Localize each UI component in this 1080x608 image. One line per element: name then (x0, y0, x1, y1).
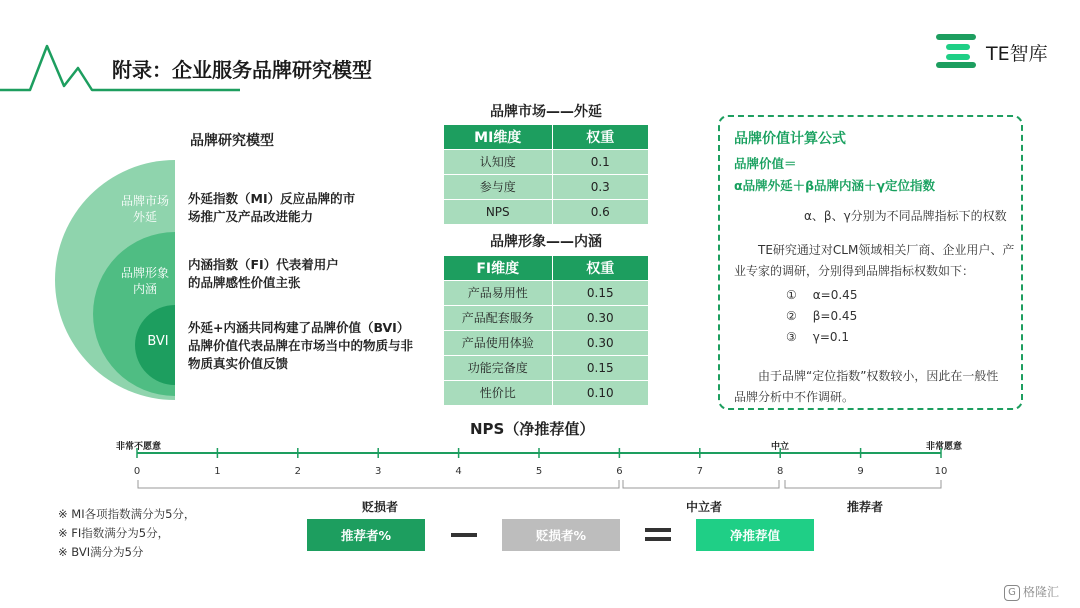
nps-scale (0, 430, 1080, 500)
group-label-promoters: 推荐者 (847, 500, 884, 514)
table-cell: 参与度 (444, 174, 552, 199)
bracket-promoters (785, 480, 941, 488)
table-cell: 产品使用体验 (444, 330, 552, 355)
table-row (444, 174, 648, 199)
formula-title: 品牌价值计算公式 (734, 131, 846, 147)
weight-item-beta: ② β=0.45 (786, 309, 858, 323)
nps-title: NPS（净推荐值） (470, 420, 595, 438)
scale-label-neutral: 中立 (771, 442, 790, 452)
scale-label-unwilling: 非常不愿意 (116, 442, 162, 452)
scale-tick-label: 4 (455, 466, 462, 477)
table-row (444, 199, 648, 224)
table-cell: 0.1 (552, 149, 648, 174)
table-cell: 0.3 (552, 174, 648, 199)
watermark: G 格隆汇 (1004, 583, 1059, 601)
group-label-detractors: 贬损者 (362, 500, 399, 514)
scale-label-willing: 非常愿意 (926, 442, 963, 452)
scale-tick-label: 9 (857, 466, 864, 477)
note-mi: ※ MI各项指数满分为5分， (58, 507, 196, 521)
scale-tick-label: 3 (375, 466, 382, 477)
table-cell: 0.30 (552, 305, 648, 330)
fi-table-title: 品牌形象——内涵 (490, 234, 602, 250)
formula-line1: 品牌价值＝ (734, 156, 797, 171)
logo-mark-icon (936, 34, 980, 68)
promoters-percent-box: 推荐者% (307, 519, 425, 551)
group-label-passives: 中立者 (686, 500, 723, 514)
table-cell: 认知度 (444, 149, 552, 174)
formula-para3: 由于品牌“定位指数”权数较小，因此在一般性 品牌分析中不作调研。 (734, 369, 999, 404)
table-cell: NPS (444, 199, 552, 224)
table-cell: 产品易用性 (444, 280, 552, 305)
minus-sign-icon (451, 533, 477, 537)
note-bvi: ※ BVI满分为5分 (58, 545, 144, 559)
formula-para1: α、β、γ分别为不同品牌指标下的权数 (804, 209, 1007, 223)
table-cell: 0.30 (552, 330, 648, 355)
table-row (444, 305, 648, 330)
table-row (444, 380, 648, 405)
table-cell: 0.15 (552, 355, 648, 380)
net-promoter-score-box: 净推荐值 (696, 519, 814, 551)
table-row (444, 149, 648, 174)
logo (936, 34, 1066, 70)
scale-tick-label: 1 (214, 466, 221, 477)
table-cell: 0.15 (552, 280, 648, 305)
scale-tick-label: 5 (535, 466, 543, 477)
weight-item-gamma: ③ γ=0.1 (786, 330, 850, 344)
table-row (444, 330, 648, 355)
bracket-detractors (138, 480, 619, 488)
logo-text: TE智库 (986, 43, 1048, 65)
weight-item-alpha: ① α=0.45 (786, 288, 858, 302)
note-fi: ※ FI指数满分为5分， (58, 526, 170, 540)
mi-weight-table (444, 125, 648, 224)
table-cell: 性价比 (444, 380, 552, 405)
desc-mi: 外延指数（MI）反应品牌的市 场推广及产品改进能力 (188, 191, 356, 224)
scale-tick-label: 2 (294, 466, 301, 477)
page-title: 附录：企业服务品牌研究模型 (112, 58, 372, 82)
scale-tick-label: 0 (133, 466, 141, 477)
scale-tick-label: 10 (934, 466, 948, 477)
table-cell: 产品配套服务 (444, 305, 552, 330)
formula-line2: α品牌外延＋β品牌内涵＋γ定位指数 (734, 178, 936, 193)
ring-label-bvi: BVI (147, 334, 169, 349)
mi-table-title: 品牌市场——外延 (490, 104, 602, 120)
table-cell: 0.6 (552, 199, 648, 224)
model-title: 品牌研究模型 (190, 133, 274, 149)
ring-label-market: 品牌市场 外延 (120, 194, 169, 224)
desc-fi: 内涵指数（FI）代表着用户 的品牌感性价值主张 (188, 257, 339, 290)
desc-bvi: 外延+内涵共同构建了品牌价值（BVI） 品牌价值代表品牌在市场当中的物质与非 物质真实价值反馈 (188, 320, 414, 371)
column-header: FI维度 (444, 256, 552, 280)
scale-tick-label: 6 (616, 466, 623, 477)
column-header: 权重 (552, 256, 648, 280)
table-row (444, 355, 648, 380)
table-cell: 0.10 (552, 380, 648, 405)
scale-tick-label: 7 (696, 466, 703, 477)
table-header-row (444, 125, 648, 149)
table-header-row (444, 256, 648, 280)
bracket-passives (623, 480, 779, 488)
table-cell: 功能完备度 (444, 355, 552, 380)
formula-para2: TE研究通过对CLM领域相关厂商、企业用户、产 业专家的调研，分别得到品牌指标权数如下： (734, 243, 1015, 278)
detractors-percent-box: 贬损者% (502, 519, 620, 551)
watermark-icon: G (1004, 585, 1020, 601)
scale-tick-label: 8 (777, 466, 784, 477)
equals-sign-icon (645, 528, 671, 542)
ring-label-image: 品牌形象 内涵 (120, 266, 169, 296)
column-header: 权重 (552, 125, 648, 149)
column-header: MI维度 (444, 125, 552, 149)
table-row (444, 280, 648, 305)
fi-weight-table (444, 256, 648, 405)
